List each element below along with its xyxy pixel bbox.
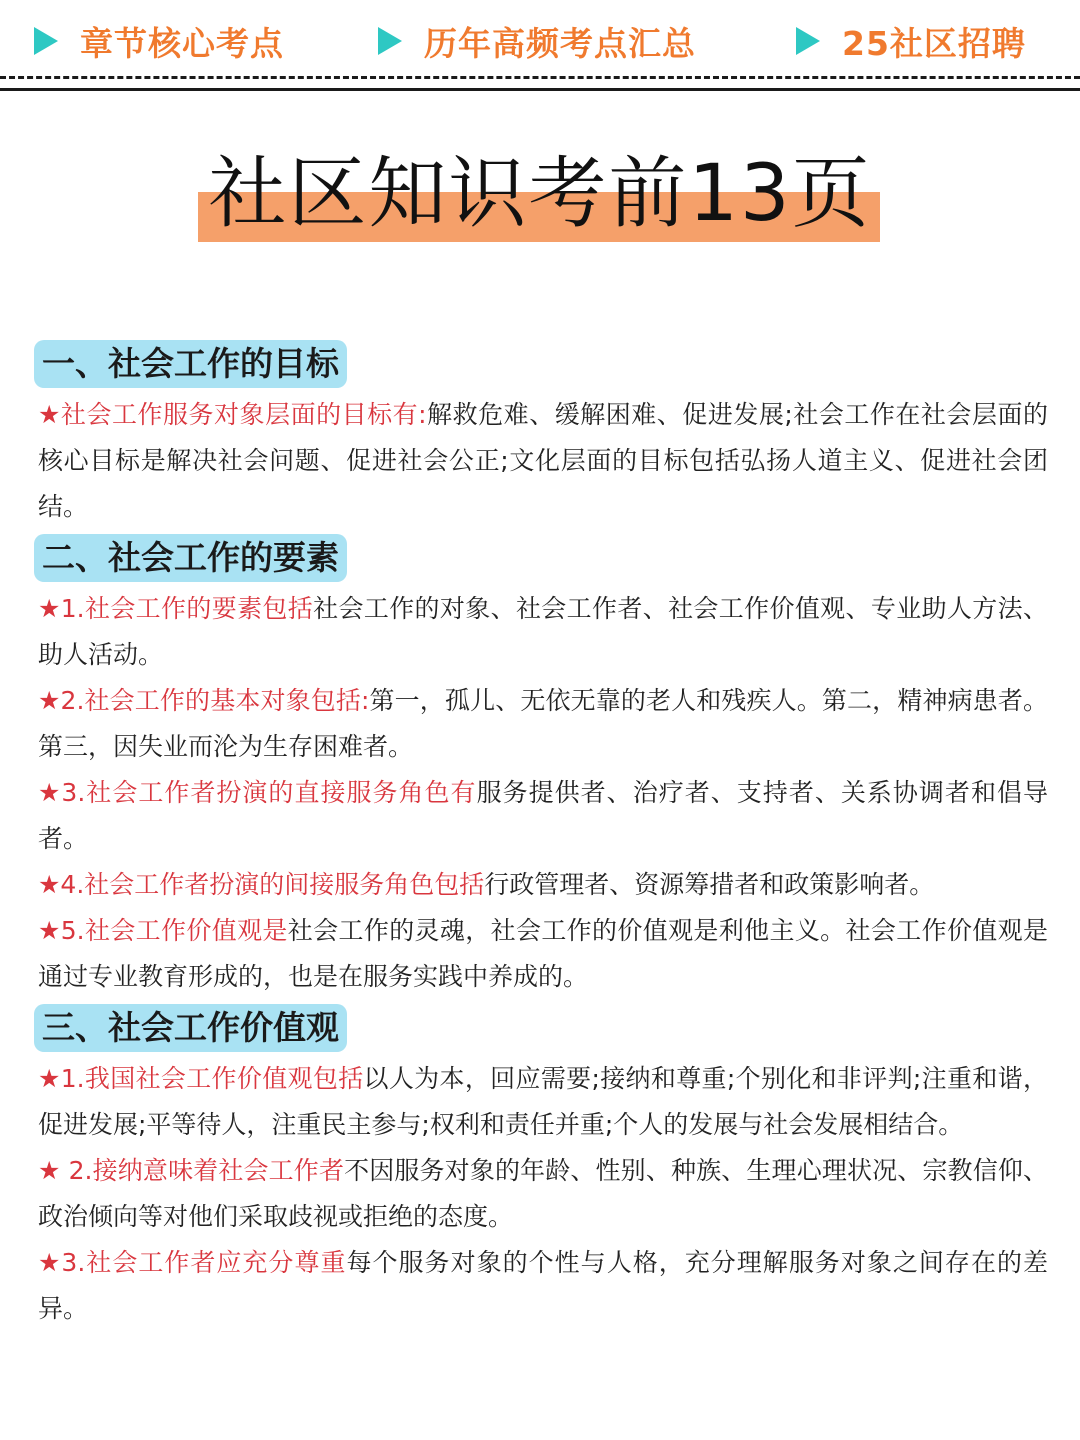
solid-divider [0,88,1080,91]
point-lead: ★ 2.接纳意味着社会工作者 [38,1156,345,1185]
point-lead: ★4.社会工作者扮演的间接服务角色包括 [38,870,485,899]
dashed-divider [0,76,1080,79]
page-title: 社区知识考前13页 [208,149,872,239]
section [38,340,1048,530]
point-lead: ★社会工作服务对象层面的目标有: [38,400,427,429]
point-lead: ★1.我国社会工作价值观包括 [38,1064,364,1093]
point-paragraph [38,678,1048,770]
point-lead: ★1.社会工作的要素包括 [38,594,314,623]
section-heading: 一、社会工作的目标 [34,340,347,388]
section-heading: 二、社会工作的要素 [34,534,347,582]
point-body: 社会工作的对象、社会工作者、社会工作价值观、专业助人方法、助人活动。 [38,594,1048,669]
nav-item-high-frequency[interactable] [378,18,696,64]
point-body: 以人为本，回应需要;接纳和尊重;个别化和非评判;注重和谐，促进发展;平等待人，注重民主参与;权利和责任并重;个人的发展与社会发展相结合。 [38,1064,1048,1139]
point-paragraph [38,862,1048,908]
section [38,1004,1048,1332]
nav-item-core-points[interactable] [34,18,284,64]
point-body: 每个服务对象的个性与人格，充分理解服务对象之间存在的差异。 [38,1248,1048,1323]
top-navigation [0,0,1080,84]
main-content [38,340,1048,1336]
play-triangle-icon [378,27,402,55]
point-body: 第一，孤儿、无依无靠的老人和残疾人。第二，精神病患者。第三，因失业而沦为生存困难者。 [38,686,1048,761]
point-lead: ★3.社会工作者扮演的直接服务角色有 [38,778,477,807]
nav-item-label: 历年高频考点汇总 [424,23,696,63]
point-body: 服务提供者、治疗者、支持者、关系协调者和倡导者。 [38,778,1048,853]
point-paragraph [38,1056,1048,1148]
point-paragraph [38,586,1048,678]
section [38,534,1048,1000]
point-body: 社会工作的灵魂，社会工作的价值观是利他主义。社会工作价值观是通过专业教育形成的，也是在服务实践中养成的。 [38,916,1049,991]
point-paragraph [38,1240,1048,1332]
point-body: 行政管理者、资源筹措者和政策影响者。 [484,870,935,899]
play-triangle-icon [796,27,820,55]
title-block [0,140,1080,250]
nav-item-label: 25社区招聘 [842,23,1026,63]
point-paragraph [38,770,1048,862]
point-paragraph [38,392,1048,530]
point-body: 解救危难、缓解困难、促进发展;社会工作在社会层面的核心目标是解决社会问题、促进社会公正;文化层面的目标包括弘扬人道主义、促进社会团结。 [38,400,1048,521]
point-lead: ★3.社会工作者应充分尊重 [38,1248,347,1277]
point-lead: ★2.社会工作的基本对象包括: [38,686,370,715]
nav-item-label: 章节核心考点 [80,23,284,63]
point-paragraph [38,1148,1048,1240]
point-lead: ★5.社会工作价值观是 [38,916,288,945]
play-triangle-icon [34,27,58,55]
point-paragraph [38,908,1048,1000]
section-heading: 三、社会工作价值观 [34,1004,347,1052]
nav-item-recruitment[interactable] [796,18,1026,64]
point-body: 不因服务对象的年龄、性别、种族、生理心理状况、宗教信仰、政治倾向等对他们采取歧视或拒绝的态度。 [38,1156,1048,1231]
